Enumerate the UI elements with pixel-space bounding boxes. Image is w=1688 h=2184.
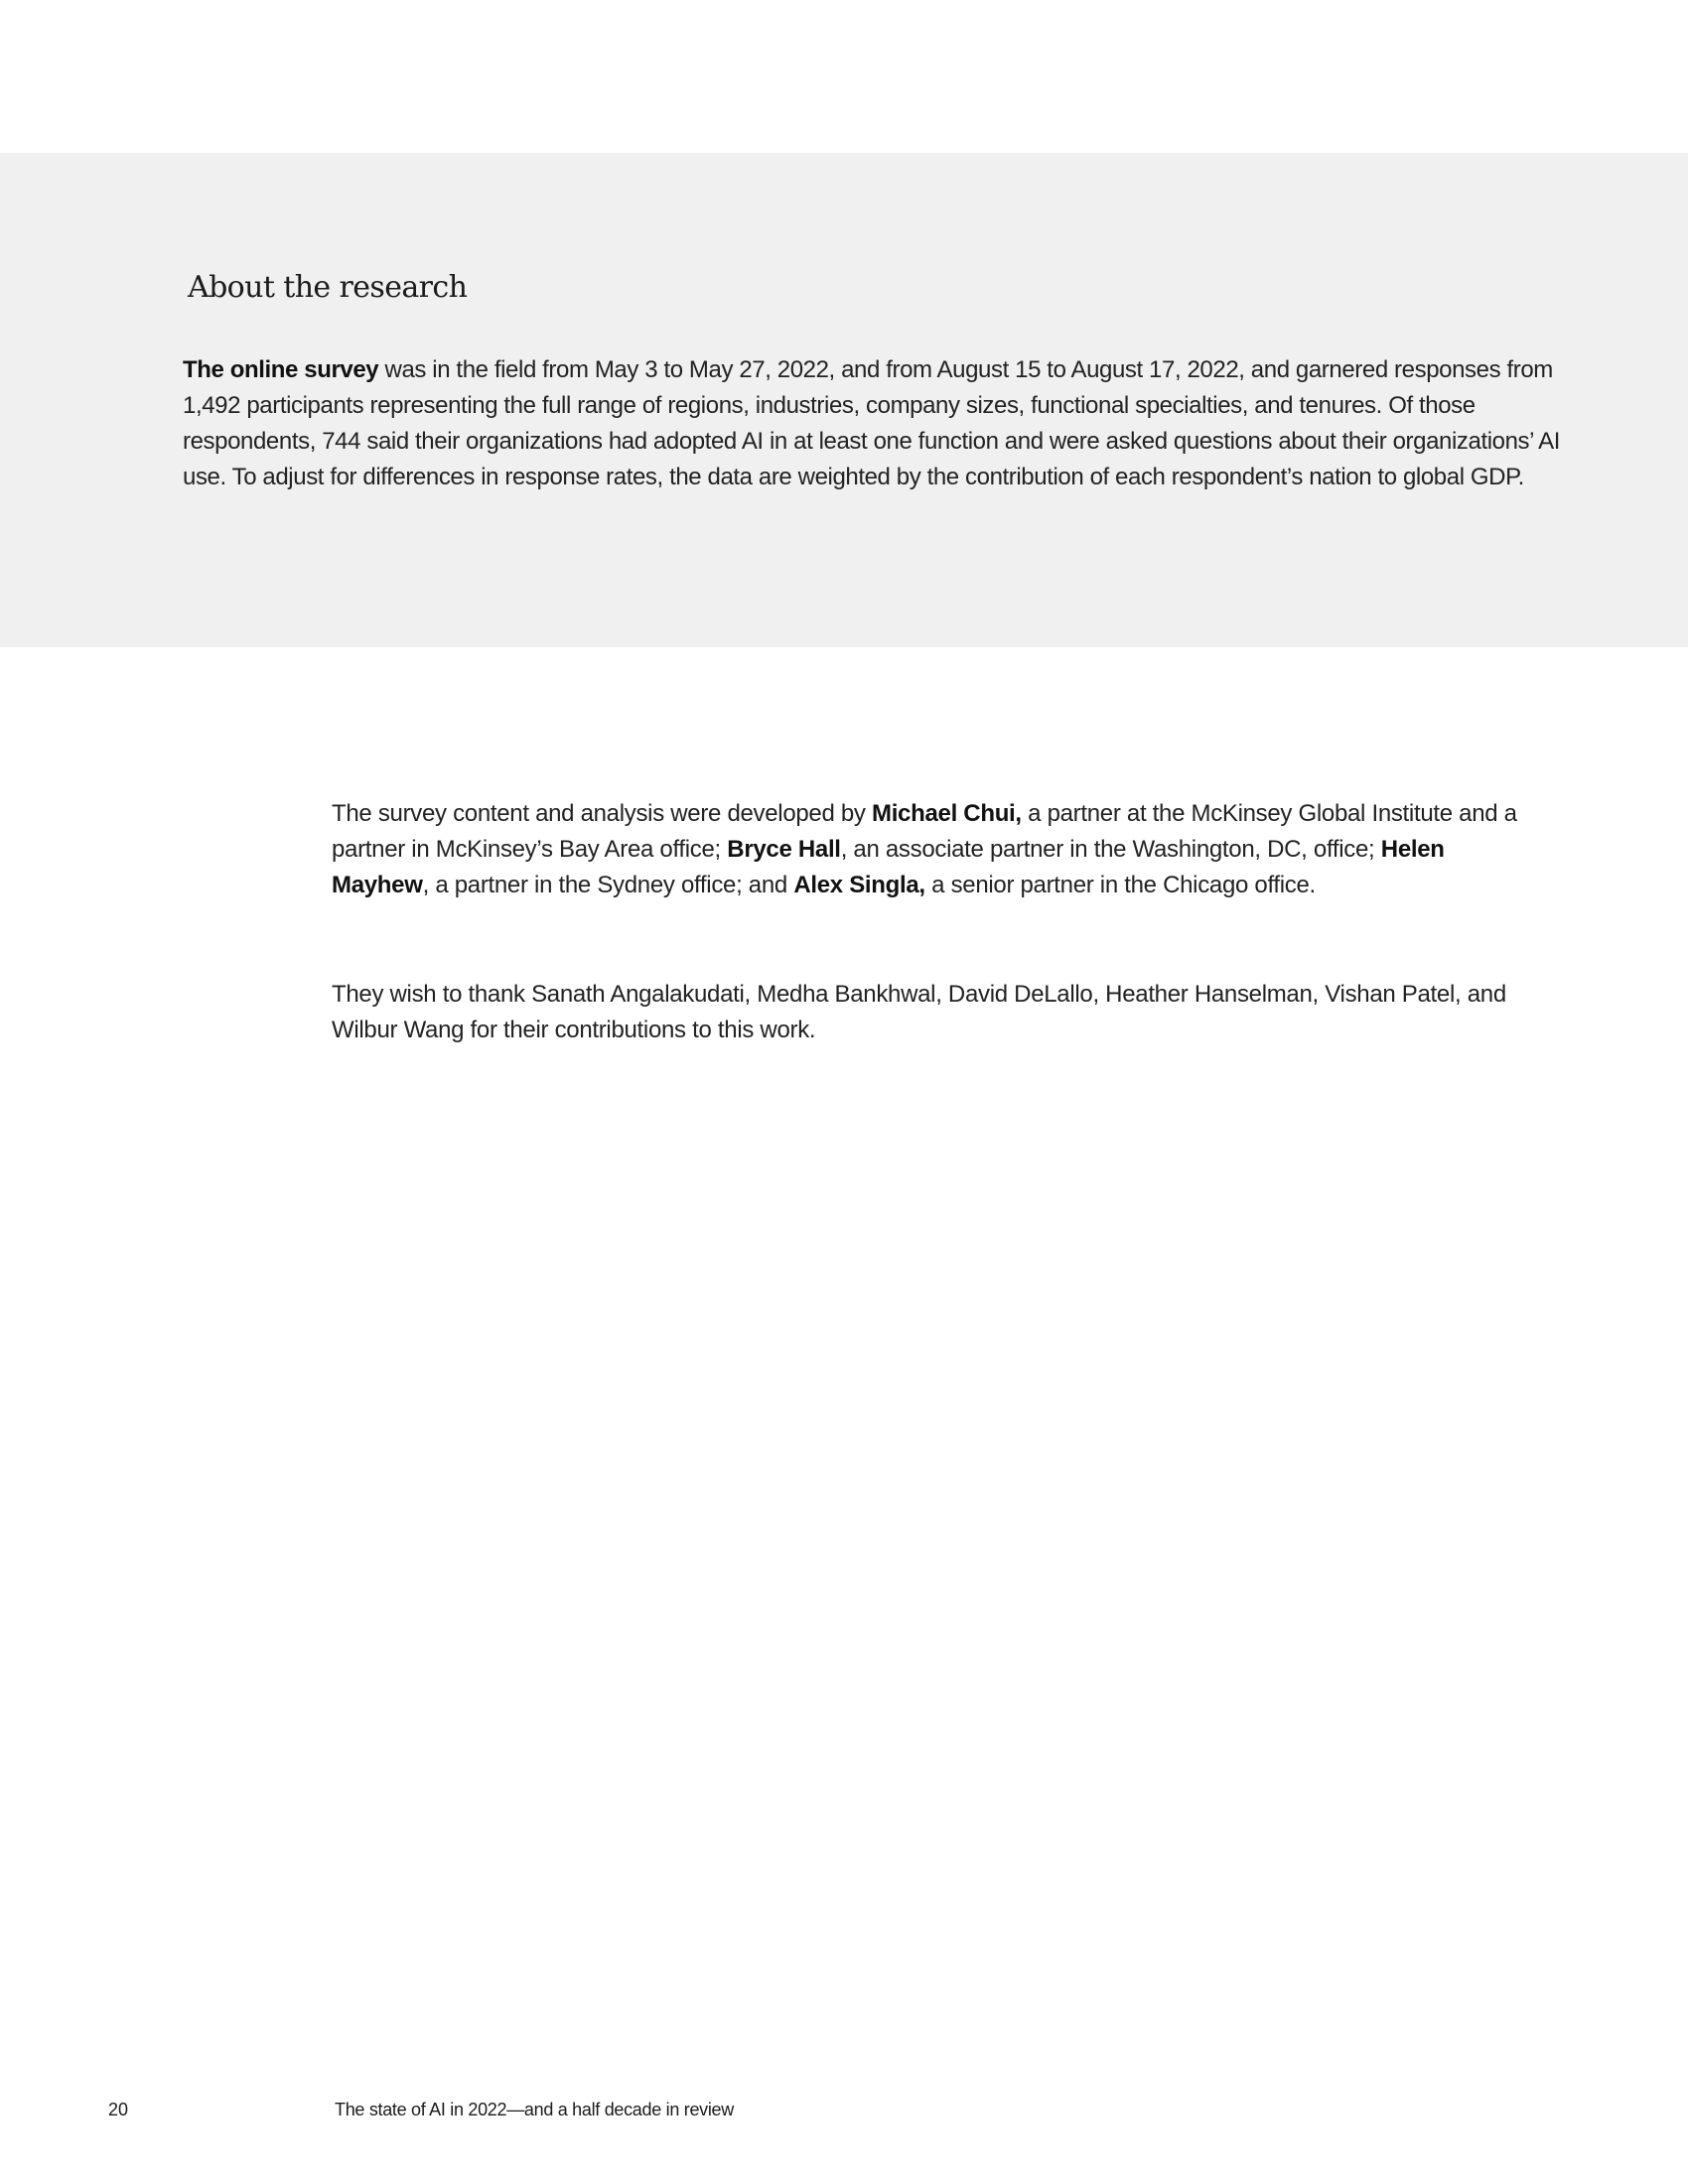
credits-intro: The survey content and analysis were developed by — [332, 800, 872, 827]
author-name: Helen Mayhew — [332, 836, 1445, 898]
author-role: a partner at the McKinsey Global Institute and a partner in McKinsey’s Bay Area office; — [332, 800, 1517, 863]
author-name: Michael Chui, — [872, 800, 1022, 827]
research-body: was in the field from May 3 to May 27, 2022, and from August 15 to August 17, 2022, and garnered responses from 1,492 participants representing the full range of regions, industries, company sizes, functional specialties, and tenures. Of those respondents, 744 said their organizations had adopted AI in at least one function and were asked questions about their organizations’ AI use. To adjust for differences in response rates, the data are weighted by the contribution of each respondent’s nation to global GDP. — [183, 356, 1561, 490]
section-title: About the research — [188, 270, 468, 305]
page-number: 20 — [108, 2100, 129, 2119]
footer-report-title: The state of AI in 2022—and a half decade in review — [335, 2100, 734, 2119]
author-name: Bryce Hall — [727, 836, 841, 863]
author-role: , an associate partner in the Washington, DC, office; — [840, 836, 1381, 863]
research-lead: The online survey — [183, 356, 379, 383]
credits-paragraph — [332, 796, 1533, 903]
research-paragraph — [183, 352, 1573, 495]
author-role: a senior partner in the Chicago office. — [924, 872, 1316, 898]
author-role: , a partner in the Sydney office; and — [422, 872, 794, 898]
acknowledgements-paragraph: They wish to thank Sanath Angalakudati, Medha Bankhwal, David DeLallo, Heather Hanselman, Vishan Patel, and Wilbur Wang for their contributions to this work. — [332, 981, 1506, 1043]
author-name: Alex Singla, — [793, 872, 925, 898]
